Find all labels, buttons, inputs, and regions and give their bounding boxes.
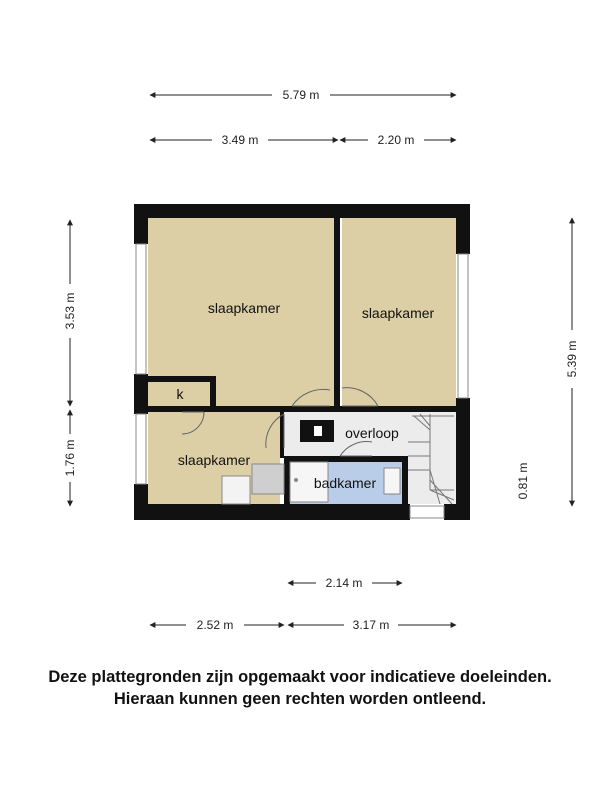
wall-top: [134, 204, 470, 218]
window-bottom-stair: [410, 506, 444, 518]
label-bedroom-bottom: slaapkamer: [177, 452, 251, 468]
wall-left-mid: [134, 374, 148, 414]
wall-closet-top: [148, 376, 216, 382]
shower-drain: [294, 478, 298, 482]
dim-left-lower: 1.76 m: [63, 439, 77, 477]
wall-right-top: [456, 204, 470, 254]
dim-bottom-left: 2.52 m: [196, 618, 234, 632]
wall-right-bottom: [456, 398, 470, 520]
wall-closet-right: [210, 376, 216, 412]
dim-bottom-right: 3.17 m: [352, 618, 390, 632]
label-bedroom-right: slaapkamer: [361, 305, 435, 321]
window-left-upper: [136, 244, 146, 374]
wall-mid-horizontal: [148, 406, 460, 412]
dim-top-right: 2.20 m: [377, 133, 415, 147]
wall-bath-left: [284, 458, 290, 508]
dim-left-upper: 3.53 m: [63, 292, 77, 330]
window-left-lower: [136, 414, 146, 484]
wall-center-vertical: [334, 218, 340, 412]
disclaimer-line-1: Deze plattegronden zijn opgemaakt voor indicatieve doeleinden.: [48, 668, 552, 686]
label-bedroom-left: slaapkamer: [207, 300, 281, 316]
landing-furniture-inset: [314, 426, 322, 436]
window-right: [458, 254, 468, 398]
bathroom-sink: [384, 468, 400, 494]
disclaimer-line-2: Hieraan kunnen geen rechten worden ontleend.: [113, 690, 487, 708]
wall-bottom-right: [444, 504, 470, 520]
label-bathroom: badkamer: [313, 475, 377, 491]
dim-top-total: 5.79 m: [282, 88, 320, 102]
wall-bath-right: [402, 456, 408, 508]
bedroom-cabinet-1: [222, 476, 250, 504]
wall-bottom-left: [134, 504, 410, 520]
dim-right-total: 5.39 m: [565, 340, 579, 378]
wall-bath-top: [284, 456, 406, 462]
wall-landing-left: [280, 412, 284, 458]
label-closet: k: [176, 386, 184, 402]
bedroom-cabinet-2: [252, 464, 284, 494]
dim-bottom-inner: 2.14 m: [325, 576, 363, 590]
dim-right-stair: 0.81 m: [516, 462, 530, 500]
label-landing: overloop: [345, 425, 399, 441]
wall-left-top: [134, 204, 148, 244]
dim-top-left: 3.49 m: [221, 133, 259, 147]
